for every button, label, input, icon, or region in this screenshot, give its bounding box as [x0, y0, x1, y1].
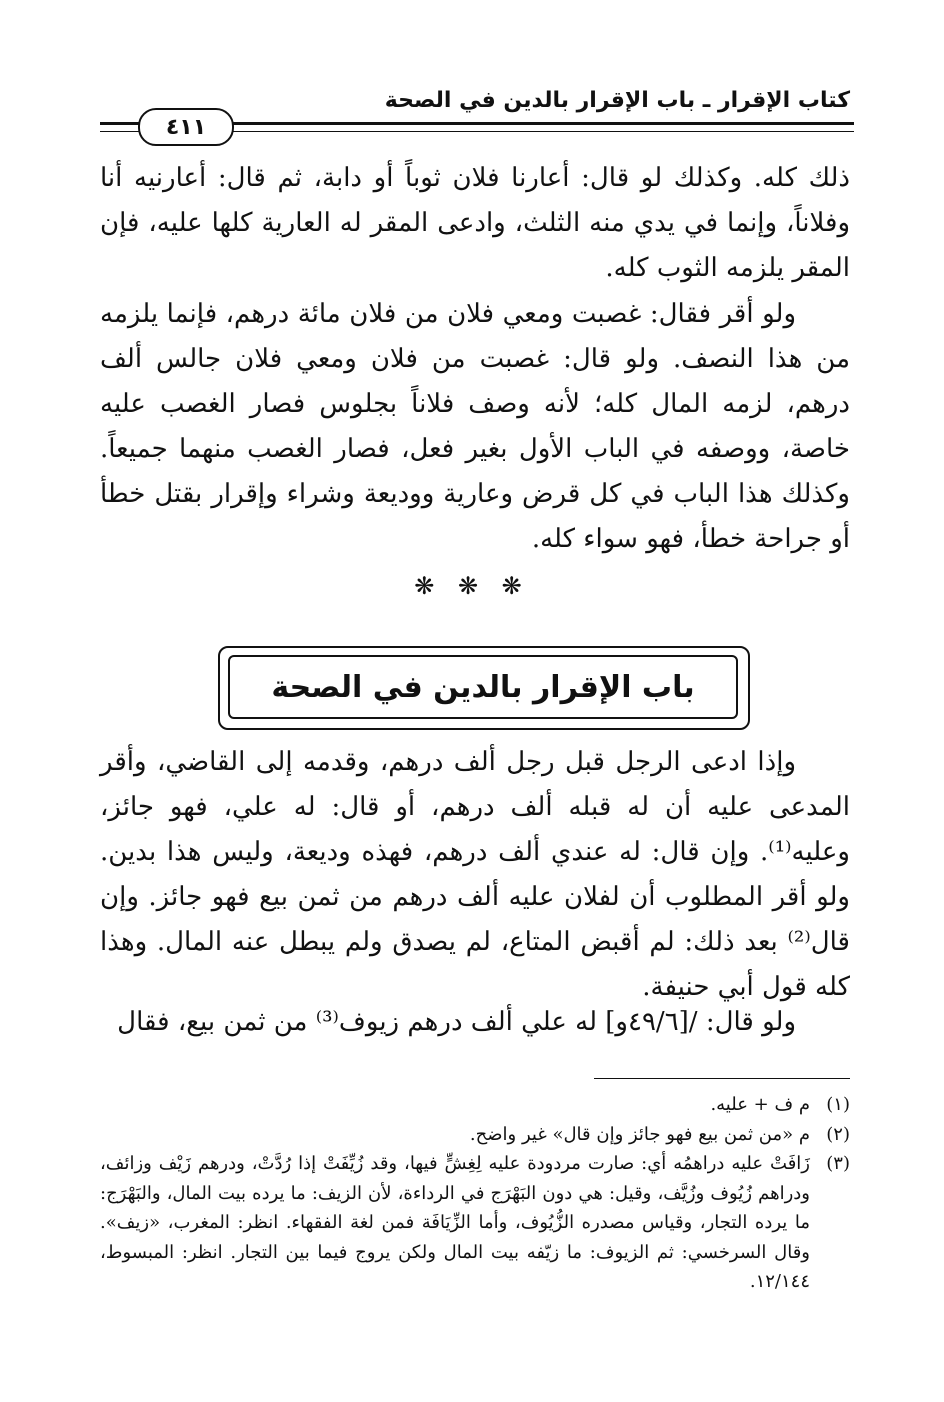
running-title: كتاب الإقرار ـ باب الإقرار بالدين في الصحة — [384, 88, 850, 113]
paragraph-3: وإذا ادعى الرجل قبل رجل ألف درهم، وقدمه إلى القاضي، وأقر المدعى عليه أن له قبله ألف درهم، أو قال: له علي، فهو جائز، وعليه⁽¹⁾. وإن قال: له عندي ألف درهم، فهذه وديعة، وليس هذا بدين. ولو أقر المطلوب أن لفلان عليه ألف درهم من ثمن بيع فهو جائز. وإن قال⁽²⁾ بعد ذلك: لم أقبض المتاع، لم يصدق ولم يبطل عنه المال. وهذا كله قول أبي حنيفة. — [100, 747, 850, 1002]
paragraph-2: ولو أقر فقال: غصبت ومعي فلان من فلان مائة درهم، فإنما يلزمه من هذا النصف. ولو قال: غصبت من فلان ومعي فلان جالس ألف درهم، لزمه المال كله؛ لأنه وصف فلاناً بجلوس فصار الغصب عليه خاصة، ووصفه في الباب الأول بغير فعل، فصار الغصب منهما جميعاً. وكذلك هذا الباب في كل قرض وعارية ووديعة وشراء وإقرار بقتل خطأ أو جراحة خطأ، فهو سواء كله. — [100, 299, 850, 554]
paragraph-4: ولو قال: /[٤٩/٦و] له علي ألف درهم زيوف⁽³⁾ من ثمن بيع، فقال — [117, 1007, 796, 1037]
footnote-text: م ف + عليه. — [710, 1094, 810, 1115]
footnote-number: (٢) — [826, 1123, 850, 1145]
footnote-1 — [100, 1090, 850, 1120]
section-ornament: ❋ ❋ ❋ — [414, 572, 530, 600]
footnote-text: م «من ثمن بيع فهو جائز وإن قال» غير واضح. — [469, 1123, 810, 1145]
footnote-text: زَافَتْ عليه دراهمُه أي: صارت مردودة عليه لِغِشٍّ فيها، وقد زُيِّفَتْ إذا رُدَّتْ، ودرهم زَيْف وزائف، ودراهم زُيُوف وزُيَّف، وقيل: هي دون البَهْرَج في الرداءة، لأن الزيف: ما يرده بيت المال، والبَهْرَج: ما يرده التجار، وقياس مصدره الزُّيُوف، وأما الزِّيَافَة فمن لغة الفقهاء. انظر: المغرب، «زيف». وقال السرخسي: ثم الزيوف: ما زيّفه بيت المال ولكن يروج فيما بين التجار. انظر: المبسوط، ١٢/١٤٤. — [100, 1153, 810, 1292]
chapter-title: باب الإقرار بالدين في الصحة — [228, 655, 738, 719]
page-number: ٤١١ — [138, 108, 234, 146]
footnote-number: (٣) — [826, 1153, 850, 1174]
paragraph-1: ذلك كله. وكذلك لو قال: أعارنا فلان ثوباً أو دابة، ثم قال: أعارنيه أنا وفلاناً، وإنما في يدي منه الثلث، وادعى المقر له العارية كلها عليه، فإن المقر يلزمه الثوب كله. — [100, 163, 850, 283]
footnote-number: (١) — [826, 1094, 850, 1115]
footnotes — [100, 1090, 850, 1297]
footnote-rule — [594, 1078, 850, 1079]
footnote-2 — [100, 1120, 850, 1150]
footnote-3 — [100, 1149, 850, 1297]
